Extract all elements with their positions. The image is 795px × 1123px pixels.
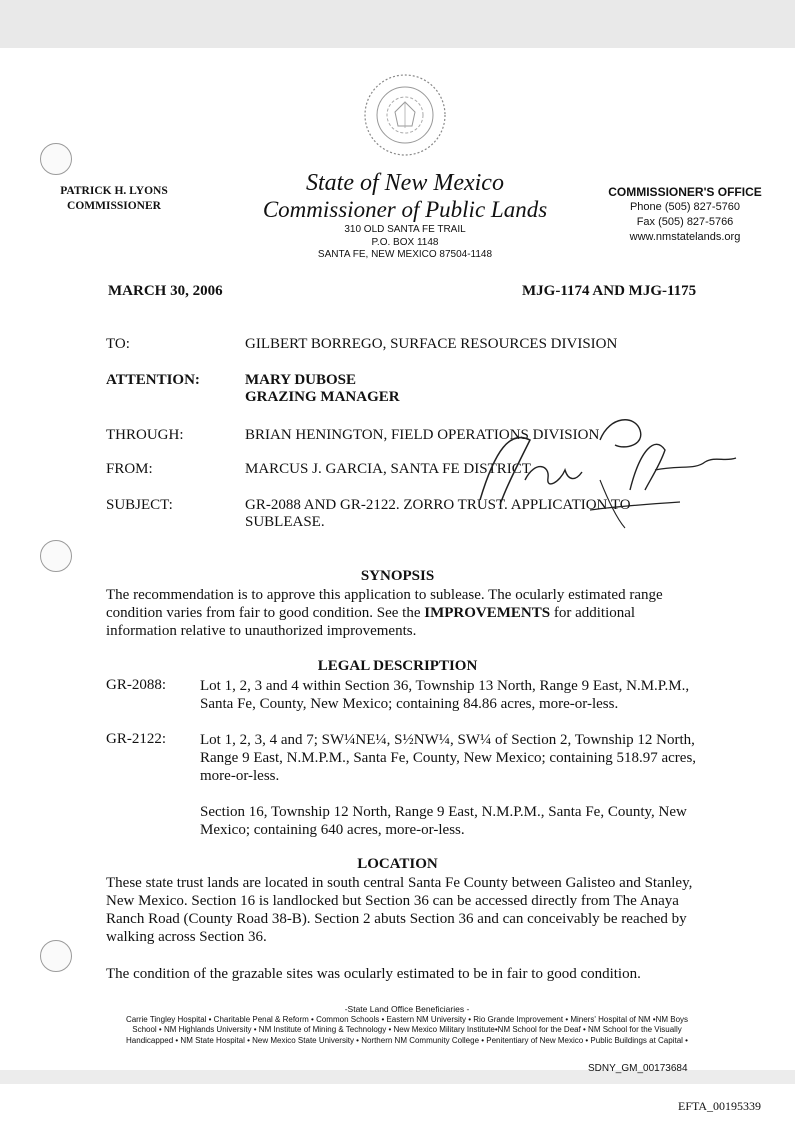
commissioner-title: COMMISSIONER <box>67 200 161 212</box>
official-seal-icon <box>362 72 448 158</box>
legal-text: Lot 1, 2, 3, 4 and 7; SW¼NE¼, S½NW¼, SW¼ of Section 2, Township 12 North, Range 9 East, N.M.P.M., Santa Fe, County, New Mexico; containing 518.97 acres, more-or-less. <box>200 732 697 784</box>
handwritten-signature <box>440 410 740 530</box>
synopsis-text-b: for additional information relative to unauthorized improvements. <box>106 605 636 639</box>
memo-reference: MJG-1174 AND MJG-1175 <box>522 283 697 299</box>
subject-line: SUBLEASE. <box>245 514 325 530</box>
location-heading: LOCATION <box>357 856 438 872</box>
beneficiaries-line: School • NM Highlands University • NM Institute of Mining & Technology • New Mexico Military Institute•NM School for the Deaf • NM School for the Visually <box>132 1025 682 1034</box>
subject-label: SUBJECT: <box>106 497 173 513</box>
bates-number: SDNY_GM_00173684 <box>588 1063 688 1074</box>
punch-hole <box>40 143 72 175</box>
memo-date: MARCH 30, 2006 <box>108 283 223 299</box>
legal-label: GR-2088: <box>106 677 166 693</box>
subject-line: GR-2088 AND GR-2122. ZORRO TRUST. APPLICATION TO <box>245 497 631 513</box>
from-label: FROM: <box>106 461 153 477</box>
address-line: P.O. BOX 1148 <box>371 236 439 248</box>
letterhead-office: Commissioner of Public Lands <box>262 197 548 222</box>
beneficiaries-line: Carrie Tingley Hospital • Charitable Penal & Reform • Common Schools • Eastern NM University • Rio Grande Improvement • Miners' Hospital of NM •NM Boys <box>125 1014 689 1024</box>
through-label: THROUGH: <box>106 427 184 443</box>
beneficiaries-title: -State Land Office Beneficiaries - <box>344 1004 470 1014</box>
office-fax: Fax (505) 827-5766 <box>636 216 734 228</box>
office-title: COMMISSIONER'S OFFICE <box>608 185 762 199</box>
improvements-emphasis: IMPROVEMENTS <box>424 605 551 621</box>
scan-top-band <box>0 0 795 48</box>
legal-label: GR-2122: <box>106 731 166 747</box>
beneficiaries-footer <box>92 1004 722 1046</box>
office-phone: Phone (505) 827-5760 <box>629 201 741 213</box>
condition-text: The condition of the grazable sites was ocularly estimated to be in fair to good condition. <box>106 966 641 982</box>
office-contact <box>585 185 785 245</box>
beneficiaries-line: Handicapped • NM State Hospital • New Mexico State University • Northern NM Community College • Penitentiary of New Mexico • Public Buildings at Capital • <box>126 1035 688 1045</box>
punch-hole <box>40 940 72 972</box>
from-value: MARCUS J. GARCIA, SANTA FE DISTRICT <box>245 461 531 477</box>
to-value: GILBERT BORREGO, SURFACE RESOURCES DIVISION <box>245 336 618 352</box>
attention-name: MARY DUBOSE <box>245 372 357 388</box>
synopsis-text <box>106 586 706 640</box>
legal-text: Lot 1, 2, 3 and 4 within Section 36, Township 13 North, Range 9 East, N.M.P.M., Santa Fe, County, New Mexico; containing 84.86 acres, more-or-less. <box>200 678 690 712</box>
attention-label: ATTENTION: <box>106 372 200 388</box>
commissioner-block <box>48 184 180 214</box>
commissioner-name: PATRICK H. LYONS <box>60 185 168 197</box>
synopsis-text-a: The recommendation is to approve this application to sublease. The ocularly estimated range condition varies from fair to good condition. See the <box>106 587 663 621</box>
through-value: BRIAN HENINGTON, FIELD OPERATIONS DIVISION <box>245 427 600 443</box>
office-website: www.nmstatelands.org <box>629 231 741 243</box>
legal-text: Section 16, Township 12 North, Range 9 East, N.M.P.M., Santa Fe, County, New Mexico; containing 640 acres, more-or-less. <box>200 804 687 838</box>
attention-role: GRAZING MANAGER <box>245 389 400 405</box>
efta-number: EFTA_00195339 <box>678 1099 762 1113</box>
address-line: SANTA FE, NEW MEXICO 87504-1148 <box>317 249 493 260</box>
legal-heading: LEGAL DESCRIPTION <box>317 658 478 674</box>
attention-value <box>245 372 400 406</box>
address-line: 310 OLD SANTA FE TRAIL <box>344 224 466 235</box>
location-text: These state trust lands are located in south central Santa Fe County between Galisteo and Stanley, New Mexico. Section 16 is landlocked but Section 36 can be accessed directly from The Anaya Ranch Road (County Road 38-B). Section 2 abuts Section 36 and can conceivably be reached by walking across Section 36. <box>106 875 693 945</box>
to-label: TO: <box>106 336 130 352</box>
letterhead-address <box>250 224 560 262</box>
letterhead-state: State of New Mexico <box>306 170 504 196</box>
synopsis-heading: SYNOPSIS <box>360 568 435 584</box>
